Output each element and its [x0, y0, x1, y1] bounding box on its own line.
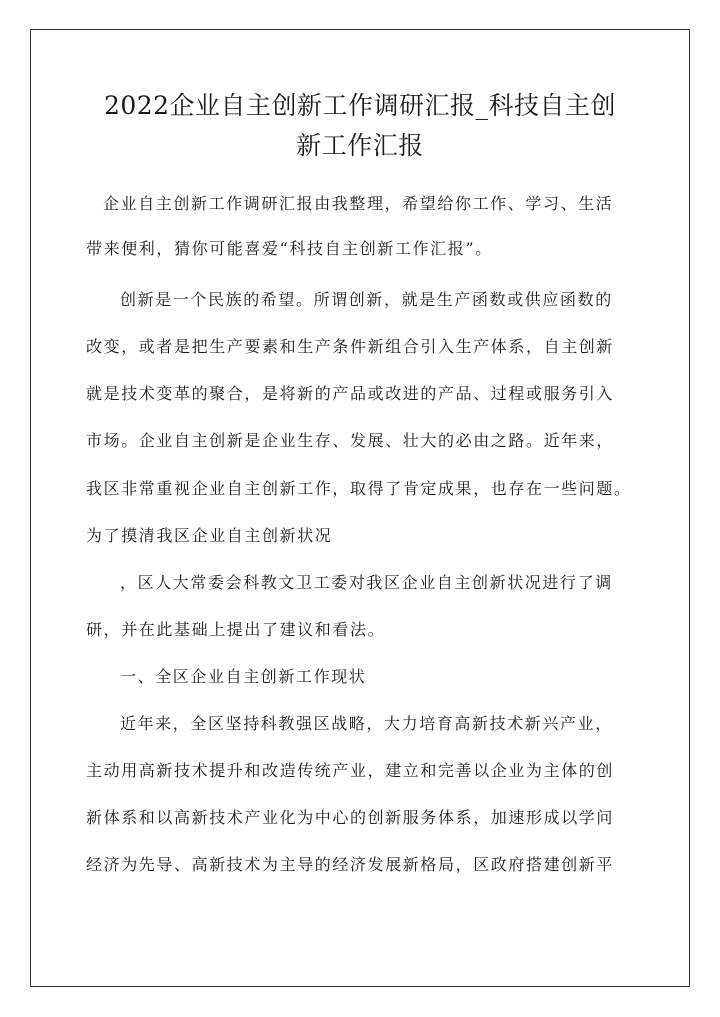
- paragraph-line: 为了摸清我区企业自主创新状况: [86, 526, 333, 545]
- paragraph-line: 改变，或者是把生产要素和生产条件新组合引入生产体系，自主创新: [86, 337, 615, 356]
- paragraph-line: 近年来，全区坚持科教强区战略，大力培育高新技术新兴产业，: [120, 714, 613, 733]
- page-border: [30, 29, 690, 987]
- title-line-1: 2022企业自主创新工作调研汇报_科技自主创: [103, 91, 617, 120]
- document-title: [60, 86, 660, 166]
- paragraph-line: 企业自主创新工作调研汇报由我整理，希望给你工作、学习、生活: [103, 194, 614, 213]
- section-heading: 一、全区企业自主创新工作现状: [120, 667, 367, 686]
- paragraph-line: 创新是一个民族的希望。所谓创新，就是生产函数或供应函数的: [120, 290, 613, 309]
- paragraph-line: 我区非常重视企业自主创新工作，取得了肯定成果，也存在一些问题。: [86, 479, 632, 498]
- paragraph-line: 主动用高新技术提升和改造传统产业，建立和完善以企业为主体的创: [86, 761, 615, 780]
- title-line-2: 新工作汇报: [296, 131, 424, 160]
- paragraph-line: 研，并在此基础上提出了建议和看法。: [86, 620, 386, 639]
- paragraph-line: 经济为先导、高新技术为主导的经济发展新格局，区政府搭建创新平: [86, 855, 615, 874]
- paragraph-line: 就是技术变革的聚合，是将新的产品或改进的产品、过程或服务引入: [86, 384, 615, 403]
- paragraph-line: 带来便利，猜你可能喜爱“科技自主创新工作汇报”。: [86, 239, 493, 258]
- paragraph-line: ，区人大常委会科教文卫工委对我区企业自主创新状况进行了调: [120, 573, 613, 592]
- paragraph-line: 市场。企业自主创新是企业生存、发展、壮大的必由之路。近年来，: [86, 431, 615, 450]
- paragraph-line: 新体系和以高新技术产业化为中心的创新服务体系，加速形成以学问: [86, 808, 615, 827]
